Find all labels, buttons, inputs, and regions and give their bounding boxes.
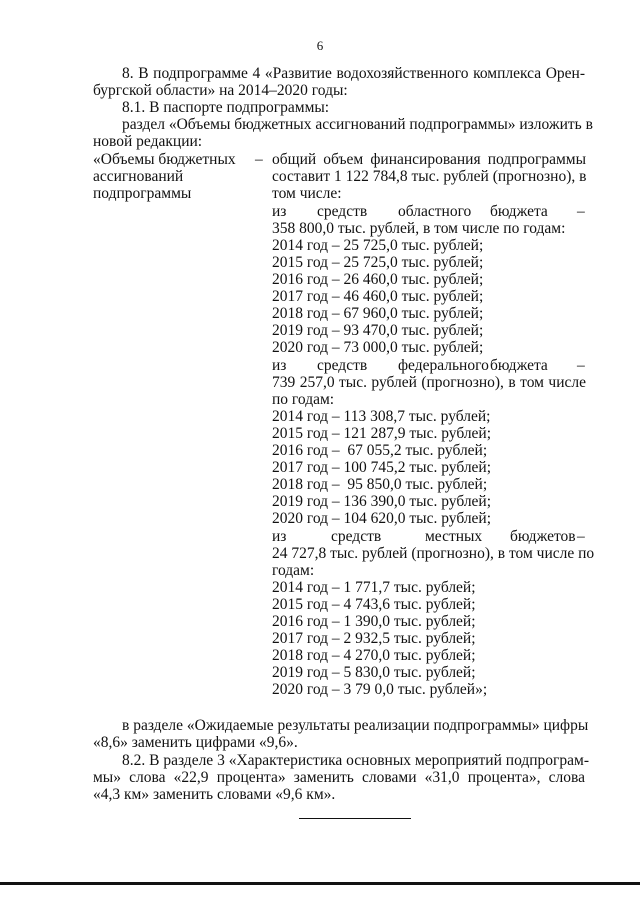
federal-year-2018: 2018 год – 95 850,0 тыс. рублей; bbox=[272, 476, 488, 493]
local-head-3: местных bbox=[425, 528, 483, 545]
federal-head-2: средств bbox=[317, 357, 368, 374]
intro-line-1: 8. В подпрограмме 4 «Развитие водохозяйственного комплекса Орен- bbox=[122, 65, 585, 82]
closing-rule bbox=[299, 818, 411, 819]
local-year-2015: 2015 год – 4 743,6 тыс. рублей; bbox=[272, 596, 476, 613]
outro-line-2: «8,6» заменить цифрами «9,6». bbox=[93, 734, 298, 751]
local-head-4: бюджетов bbox=[510, 528, 576, 545]
regional-year-2015: 2015 год – 25 725,0 тыс. рублей; bbox=[272, 254, 484, 271]
local-head-5: – bbox=[577, 528, 585, 545]
federal-head-1: из bbox=[272, 357, 287, 374]
regional-head-2: средств bbox=[317, 203, 368, 220]
total-line-3: том числе: bbox=[272, 185, 342, 202]
regional-head-5: – bbox=[577, 203, 585, 220]
regional-year-2014: 2014 год – 25 725,0 тыс. рублей; bbox=[272, 237, 484, 254]
federal-year-2020: 2020 год – 104 620,0 тыс. рублей; bbox=[272, 510, 492, 527]
local-year-2014: 2014 год – 1 771,7 тыс. рублей; bbox=[272, 579, 476, 596]
intro-line-4: раздел «Объемы бюджетных ассигнований подпрограммы» изложить в bbox=[122, 116, 593, 133]
federal-year-2014: 2014 год – 113 308,7 тыс. рублей; bbox=[272, 408, 491, 425]
intro-line-5: новой редакции: bbox=[93, 133, 203, 150]
intro-line-2: бургской области» на 2014–2020 годы: bbox=[93, 82, 348, 99]
local-year-2017: 2017 год – 2 932,5 тыс. рублей; bbox=[272, 630, 476, 647]
federal-year-2016: 2016 год – 67 055,2 тыс. рублей; bbox=[272, 442, 488, 459]
regional-year-2016: 2016 год – 26 460,0 тыс. рублей; bbox=[272, 271, 484, 288]
local-head-1: из bbox=[272, 528, 287, 545]
outro-line-3: 8.2. В разделе 3 «Характеристика основных мероприятий подпрограм- bbox=[122, 752, 590, 769]
label-dash: – bbox=[255, 151, 263, 168]
section-label-2: ассигнований bbox=[93, 168, 184, 185]
regional-head-4: бюджета bbox=[490, 203, 548, 220]
section-label-3: подпрограммы bbox=[93, 185, 192, 202]
federal-year-2017: 2017 год – 100 745,2 тыс. рублей; bbox=[272, 459, 492, 476]
local-line-2: 24 727,8 тыс. рублей (прогнозно), в том числе по bbox=[272, 545, 595, 562]
total-line-1: общий объем финансирования подпрограммы bbox=[272, 151, 586, 168]
total-line-2: составит 1 122 784,8 тыс. рублей (прогнозно), в bbox=[272, 168, 587, 185]
page-bottom-border bbox=[0, 882, 640, 885]
federal-line-2: 739 257,0 тыс. рублей (прогнозно), в том числе bbox=[272, 374, 586, 391]
section-label-1: «Объемы бюджетных bbox=[93, 151, 236, 168]
page-number: 6 bbox=[316, 38, 324, 53]
outro-line-1: в разделе «Ожидаемые результаты реализации подпрограммы» цифры bbox=[122, 717, 589, 734]
federal-head-3: федерального bbox=[398, 357, 489, 374]
federal-year-2015: 2015 год – 121 287,9 тыс. рублей; bbox=[272, 425, 492, 442]
federal-head-5: – bbox=[577, 357, 585, 374]
local-year-2020: 2020 год – 3 79 0,0 тыс. рублей»; bbox=[272, 681, 488, 698]
local-head-2: средств bbox=[331, 528, 382, 545]
regional-year-2019: 2019 год – 93 470,0 тыс. рублей; bbox=[272, 322, 484, 339]
regional-year-2017: 2017 год – 46 460,0 тыс. рублей; bbox=[272, 288, 484, 305]
federal-head-4: бюджета bbox=[490, 357, 548, 374]
regional-head-3: областного bbox=[398, 203, 472, 220]
outro-line-4: мы» слова «22,9 процента» заменить словами «31,0 процента», слова bbox=[93, 769, 585, 786]
local-year-2016: 2016 год – 1 390,0 тыс. рублей; bbox=[272, 613, 476, 630]
regional-year-2018: 2018 год – 67 960,0 тыс. рублей; bbox=[272, 305, 484, 322]
local-year-2018: 2018 год – 4 270,0 тыс. рублей; bbox=[272, 647, 476, 664]
regional-line-2: 358 800,0 тыс. рублей, в том числе по годам: bbox=[272, 220, 566, 237]
regional-year-2020: 2020 год – 73 000,0 тыс. рублей; bbox=[272, 339, 484, 356]
federal-year-2019: 2019 год – 136 390,0 тыс. рублей; bbox=[272, 493, 492, 510]
outro-line-5: «4,3 км» заменить словами «9,6 км». bbox=[93, 786, 336, 803]
local-year-2019: 2019 год – 5 830,0 тыс. рублей; bbox=[272, 664, 476, 681]
federal-line-3: по годам: bbox=[272, 391, 335, 408]
regional-head-1: из bbox=[272, 203, 287, 220]
local-line-3: годам: bbox=[272, 562, 315, 579]
intro-line-3: 8.1. В паспорте подпрограммы: bbox=[122, 99, 330, 116]
